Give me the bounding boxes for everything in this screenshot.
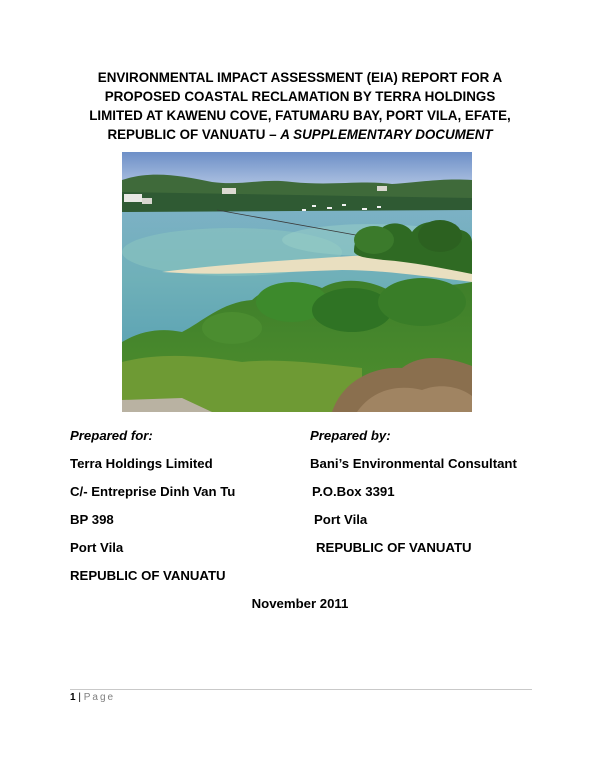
client-bp: BP 398 xyxy=(70,512,114,527)
footer-separator: | xyxy=(78,692,81,703)
cover-photo-coastal-bay xyxy=(122,152,472,412)
report-date: November 2011 xyxy=(251,596,349,611)
consultant-name: Bani’s Environmental Consultant xyxy=(310,456,517,471)
consultant-city: Port Vila xyxy=(314,512,368,527)
title-line-2: PROPOSED COASTAL RECLAMATION BY TERRA HOLDINGS xyxy=(104,89,496,104)
client-care-of: C/- Entreprise Dinh Van Tu xyxy=(70,484,236,499)
title-line-4 xyxy=(60,125,540,144)
footer-divider xyxy=(70,689,532,690)
prepared-for-heading: Prepared for: xyxy=(70,428,153,443)
title-line-1: ENVIRONMENTAL IMPACT ASSESSMENT (EIA) REPORT FOR A xyxy=(97,70,503,85)
client-country: REPUBLIC OF VANUATU xyxy=(70,568,226,583)
document-title xyxy=(60,68,540,144)
prepared-by-heading: Prepared by: xyxy=(310,428,391,443)
client-name: Terra Holdings Limited xyxy=(70,456,213,471)
title-subtitle: A SUPPLEMENTARY DOCUMENT xyxy=(280,127,493,142)
client-city: Port Vila xyxy=(70,540,124,555)
consultant-po-box: P.O.Box 3391 xyxy=(312,484,395,499)
page-label: Page xyxy=(83,692,116,703)
title-line-3: LIMITED AT KAWENU COVE, FATUMARU BAY, PORT VILA, EFATE, xyxy=(89,108,511,123)
title-line-4-text: REPUBLIC OF VANUATU – xyxy=(107,127,281,142)
consultant-country: REPUBLIC OF VANUATU xyxy=(316,540,472,555)
page-footer xyxy=(70,692,115,703)
page-number: 1 xyxy=(70,692,76,703)
